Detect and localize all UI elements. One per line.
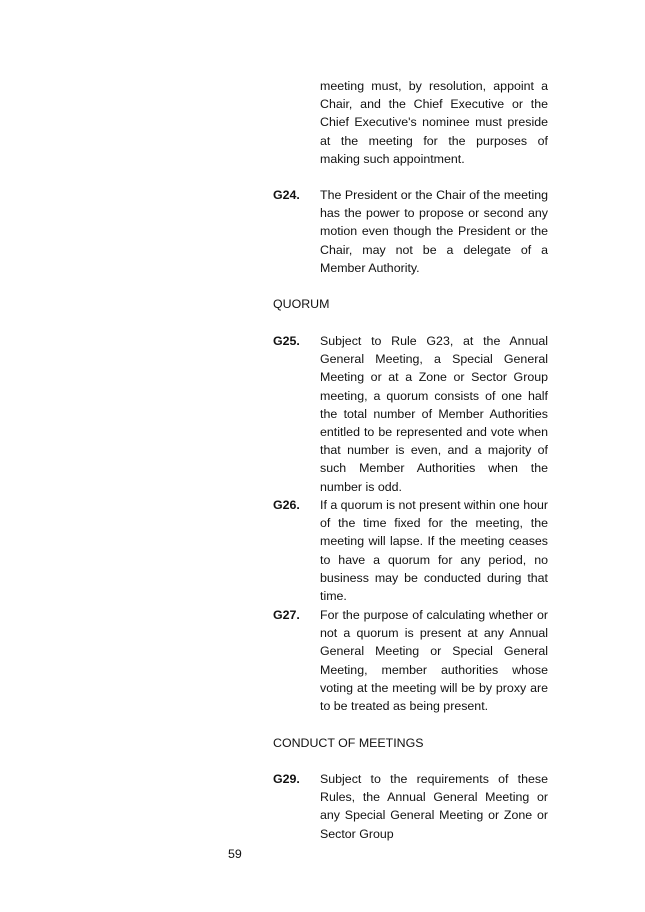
- rule-label-g29: G29.: [273, 772, 300, 786]
- section-heading-quorum: QUORUM: [273, 297, 330, 311]
- rule-label-g27: G27.: [273, 608, 300, 622]
- rule-label-g26: G26.: [273, 498, 300, 512]
- rule-text-g25: Subject to Rule G23, at the Annual General Meeting, a Special General Meeting or at a Zone or Sector Group meeting, a quorum consists of one half the total number of Member Authorities entitled to be represented and vote when that number is even, and a majority of such Member Authorities when the number is odd.: [320, 334, 548, 494]
- rule-text-g27: For the purpose of calculating whether or not a quorum is present at any Annual General Meeting or Special General Meeting, member authorities whose voting at the meeting will be by proxy are to be treated as being present.: [320, 608, 548, 714]
- rule-text-g29: Subject to the requirements of these Rules, the Annual General Meeting or any Special General Meeting or Zone or Sector Group: [320, 772, 548, 841]
- rule-text-g26: If a quorum is not present within one hour of the time fixed for the meeting, the meeting will lapse. If the meeting ceases to have a quorum for any period, no business may be conducted during that time.: [320, 498, 548, 604]
- rule-label-g25: G25.: [273, 334, 300, 348]
- section-heading-conduct-of-meetings: CONDUCT OF MEETINGS: [273, 736, 424, 750]
- page-number: 59: [228, 847, 242, 861]
- rule-label-g24: G24.: [273, 188, 300, 202]
- continuation-paragraph: meeting must, by resolution, appoint a Chair, and the Chief Executive or the Chief Executive's nominee must preside at the meeting for the purposes of making such appointment.: [320, 79, 548, 166]
- rule-text-g24: The President or the Chair of the meeting has the power to propose or second any motion even though the President or the Chair, may not be a delegate of a Member Authority.: [320, 188, 548, 275]
